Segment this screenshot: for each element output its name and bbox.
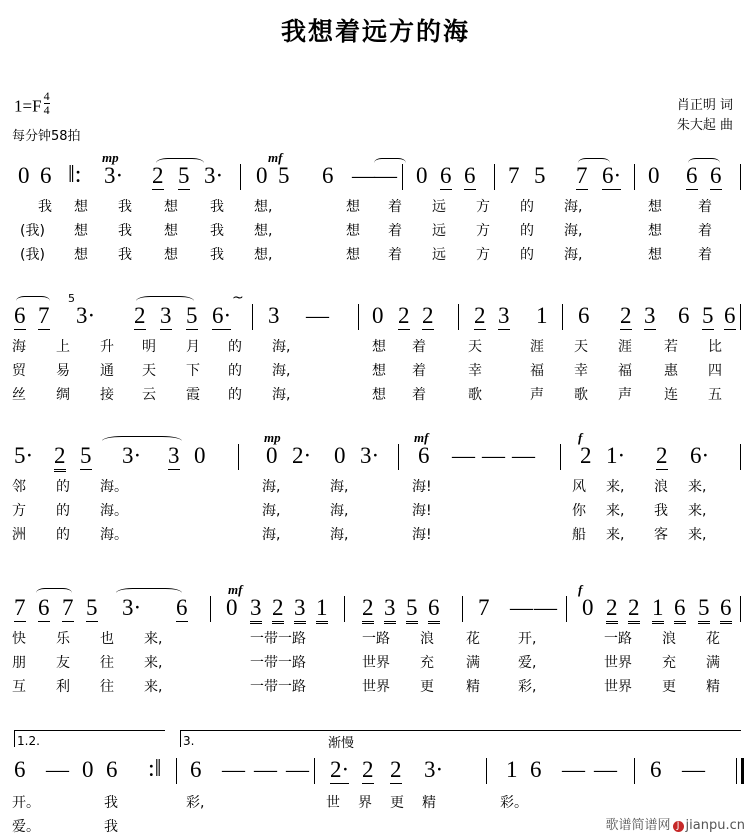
note: 5 (186, 303, 198, 328)
note: 3· (104, 163, 124, 188)
note: 6· (602, 163, 622, 188)
note: 5 (86, 595, 98, 620)
note-row (0, 582, 751, 622)
note: 2· (330, 757, 350, 782)
barline (740, 164, 741, 190)
note: — (510, 595, 533, 620)
note: 6 (38, 595, 50, 620)
note: 0 (372, 303, 384, 328)
watermark-text: 歌谱简谱网 (605, 818, 671, 833)
note: 6 (650, 757, 662, 782)
system-2: 5 ~ 6 7 3· 2 3 5 6· 3 — 0 2 2 2 3 1 6 2 3 6 5 6 海 上 升 明 月 的 海, 想 着 天 涯 天 涯 若 比 贸 易 通 天 下 的 海, 想 着 幸 福 幸 福 惠 四 丝 绸 接 云 霞 的 海, 想 着 歌 声 歌 声 连 五 (0, 290, 751, 410)
note: 3 (268, 303, 280, 328)
note: 7 (478, 595, 490, 620)
system-3: mp mf f 5· 2 5 3· 3 0 0 2· 0 3· 6 — — — 2 1· 2 6· 邻 的 海。 海, 海, 海! 风 来, 浪 来, 方 的 海。 海, 海, 海! 你 来, 我 来, 洲 的 海。 海, 海, 海! 船 来, 客 来, (0, 430, 751, 550)
note: 6 (418, 443, 430, 468)
note: — (222, 757, 245, 782)
note: 0 (18, 163, 30, 188)
barline (402, 164, 403, 190)
note: 3 (160, 303, 172, 328)
barline (344, 596, 345, 622)
note: 3· (204, 163, 224, 188)
note: 5· (14, 443, 34, 468)
note: 0 (226, 595, 238, 620)
page-title: 我想着远方的海 (280, 17, 470, 46)
credits (677, 96, 733, 136)
note: 0 (334, 443, 346, 468)
note: 3· (122, 595, 142, 620)
note: — (452, 443, 475, 468)
note: 5 (178, 163, 190, 188)
dynamic-mf: mf (414, 430, 429, 445)
barline (240, 164, 241, 190)
note: 1· (606, 443, 626, 468)
note: 2 (362, 757, 374, 782)
watermark-dot: J (673, 821, 684, 832)
dynamic-mf: mf (228, 582, 243, 597)
system-1: mp mf 0 6 3· 2 5 3· 0 5 6 — — 0 6 6 7 5 7 6· 0 6 6 ‖: 我 想 我 想 我 想, 想 着 远 方 的 海, 想 着 (我) 想 我 想 我 想, 想 着 远 方 的 海, 想 着 (我) 想 我 想 我 想, 想 着 远 方 的 海, 想 着 (0, 150, 751, 270)
note-row (0, 430, 751, 470)
note: 5 (534, 163, 546, 188)
note: 6 (710, 163, 722, 188)
note: 7 (62, 595, 74, 620)
barline (486, 758, 487, 784)
barline (634, 758, 635, 784)
barline (314, 758, 315, 784)
note: 6 (176, 595, 188, 620)
note: 0 (82, 757, 94, 782)
note: 5 (702, 303, 714, 328)
note: 0 (194, 443, 206, 468)
note: 5 (80, 443, 92, 468)
note: 3· (122, 443, 142, 468)
barline (210, 596, 211, 622)
note: 0 (266, 443, 278, 468)
note: — (254, 757, 277, 782)
barline (740, 304, 741, 330)
note: 2 (390, 757, 402, 782)
key-value: F (32, 96, 42, 116)
note: — (534, 595, 557, 620)
note: 6 (674, 596, 686, 624)
note: 5 (406, 596, 418, 624)
key-label: 1= (14, 96, 33, 116)
note: 6 (14, 303, 26, 328)
note: 6 (724, 303, 736, 328)
note: 7 (38, 303, 50, 328)
key-signature (14, 90, 50, 117)
barline (562, 304, 563, 330)
note: — (286, 757, 309, 782)
note: 2 (362, 596, 374, 624)
dynamic-f: f (578, 582, 583, 597)
note: — (512, 443, 535, 468)
note: 6· (690, 443, 710, 468)
note: 6 (464, 163, 476, 188)
barline (462, 596, 463, 622)
note: — (352, 163, 375, 188)
final-barline (741, 758, 744, 784)
note: 2 (134, 303, 146, 328)
lyricist: 肖正明 词 (676, 98, 733, 113)
note: 6 (578, 303, 590, 328)
note: — (562, 757, 585, 782)
watermark-domain: jianpu.cn (685, 818, 745, 833)
note: 2 (422, 303, 434, 328)
ending-3: 3. (180, 734, 191, 748)
note: 7 (14, 595, 26, 620)
note: 3· (360, 443, 380, 468)
dynamic-mp: mp (102, 150, 119, 165)
note: 2 (620, 303, 632, 328)
barline (634, 164, 635, 190)
dynamic-f: f (578, 430, 583, 445)
barline (398, 444, 399, 470)
ending-1-2: 1.2. (14, 734, 37, 748)
note: 6 (40, 163, 52, 188)
dynamic-mp: mp (264, 430, 281, 445)
note: 3 (498, 303, 510, 328)
note: — (374, 163, 397, 188)
note: 6 (530, 757, 542, 782)
barline (494, 164, 495, 190)
ornament-mark: ~ (232, 290, 244, 306)
system-5: 1.2. 3. 渐慢 6 — 0 6 6 — — — 2· 2 2 3· 1 6 — — 6 — :‖ 开。 我 彩, 世 界 更 精 彩。 爱。 我 (0, 724, 751, 834)
note: — (46, 757, 69, 782)
barline (736, 758, 737, 784)
tempo-marking: 每分钟58拍 (12, 129, 81, 144)
note-row (0, 290, 751, 330)
note: 6 (190, 757, 202, 782)
note: 0 (648, 163, 660, 188)
note: 2 (628, 596, 640, 624)
note: 0 (256, 163, 268, 188)
note: 2 (272, 596, 284, 624)
note: 6 (14, 757, 26, 782)
note: 2 (656, 443, 668, 468)
note: 7 (508, 163, 520, 188)
barline (176, 758, 177, 784)
note: 6· (212, 303, 232, 328)
note: 0 (416, 163, 428, 188)
note: 6 (440, 163, 452, 188)
time-signature: $\frac{4}{4}$ (43, 89, 50, 117)
note: 2 (398, 303, 410, 328)
note: 6 (322, 163, 334, 188)
note: 2 (54, 444, 66, 472)
note: 1 (506, 757, 518, 782)
note: 1 (316, 596, 328, 624)
note: 3 (294, 596, 306, 624)
note: 3 (250, 596, 262, 624)
rit-marking: 渐慢 (328, 736, 355, 751)
repeat-start: ‖: (68, 162, 82, 188)
note: 2· (292, 443, 312, 468)
barline (252, 304, 253, 330)
barline (740, 444, 741, 470)
note: 2 (580, 443, 592, 468)
watermark (606, 814, 745, 833)
barline (238, 444, 239, 470)
note: 5 (278, 163, 290, 188)
note: 3· (424, 757, 444, 782)
note: 1 (536, 303, 548, 328)
note: 5 (698, 596, 710, 624)
repeat-end: :‖ (148, 756, 162, 782)
note: 6 (678, 303, 690, 328)
note: — (306, 303, 329, 328)
note: 0 (582, 595, 594, 620)
note: 2 (474, 303, 486, 328)
ornament-mark: 5 (68, 292, 75, 305)
system-4: mf f 7 6 7 5 3· 6 0 3 2 3 1 2 3 5 6 7 — — 0 2 2 1 6 5 6 快 乐 也 来, 一带一路 一路 浪 花 开, 一路 浪 花 朋 友 往 来, 一带一路 世界 充 满 爱, 世界 充 满 互 利 往 来, 一带一路 世界 更 精 彩, 世界 更 精 (0, 582, 751, 702)
barline (566, 596, 567, 622)
note: 3 (644, 303, 656, 328)
note: 1 (652, 596, 664, 624)
note: — (594, 757, 617, 782)
note: 6 (106, 757, 118, 782)
barline (458, 304, 459, 330)
note: 2 (152, 163, 164, 188)
composer: 朱大起 曲 (676, 118, 733, 134)
note: 6 (428, 596, 440, 624)
note: 6 (720, 596, 732, 624)
note: 3 (168, 443, 180, 468)
note: — (482, 443, 505, 468)
note: 7 (576, 163, 588, 188)
note: 2 (606, 596, 618, 624)
barline (358, 304, 359, 330)
note: 3 (384, 596, 396, 624)
barline (560, 444, 561, 470)
note: 3· (76, 303, 96, 328)
dynamic-mf: mf (268, 150, 283, 165)
barline (740, 596, 741, 622)
note-row (0, 150, 751, 190)
note: — (682, 757, 705, 782)
note-row (0, 724, 751, 782)
note: 6 (686, 163, 698, 188)
